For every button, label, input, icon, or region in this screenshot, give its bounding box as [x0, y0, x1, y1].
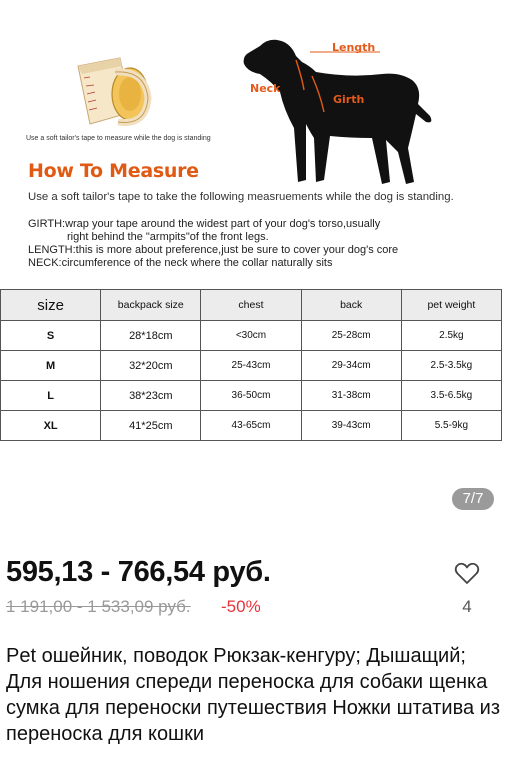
table-row — [1, 381, 502, 411]
discount-badge: -50% — [221, 597, 261, 616]
how-to-measure-title: How To Measure — [28, 160, 199, 182]
table-cell: 31-38cm — [301, 381, 401, 411]
table-row — [1, 351, 502, 381]
table-row — [1, 321, 502, 351]
table-header: back — [301, 290, 401, 321]
table-cell: M — [1, 351, 101, 381]
table-header: chest — [201, 290, 301, 321]
dog-neck-label: Neck — [250, 82, 281, 95]
dog-length-label: Length — [332, 41, 376, 54]
table-cell: 5.5-9kg — [401, 411, 501, 441]
table-row — [1, 411, 502, 441]
table-cell: 38*23cm — [101, 381, 201, 411]
dog-girth-label: Girth — [333, 93, 365, 106]
table-cell: XL — [1, 411, 101, 441]
table-cell: 41*25cm — [101, 411, 201, 441]
table-header: size — [1, 290, 101, 321]
product-title: Pet ошейник, поводок Рюкзак-кенгуру; Дышащий; Для ношения спереди переноска для собаки щенка сумка для переноски путешествия Ножки штатива из переноска для кошки — [6, 645, 500, 745]
table-cell: 43-65cm — [201, 411, 301, 441]
table-cell: <30cm — [201, 321, 301, 351]
neck-instruction: NECK:circumference of the neck where the collar naturally sits — [28, 257, 333, 269]
table-cell: 2.5-3.5kg — [401, 351, 501, 381]
girth-instruction: GIRTH:wrap your tape around the widest part of your dog's torso,usually — [28, 218, 381, 230]
table-cell: 28*18cm — [101, 321, 201, 351]
tape-measure-image — [60, 52, 165, 137]
table-cell: 25-43cm — [201, 351, 301, 381]
wishlist-count: 4 — [462, 597, 472, 616]
table-header: pet weight — [401, 290, 501, 321]
table-header-row — [1, 290, 502, 321]
old-price-range: 1 191,00 - 1 533,09 руб. — [6, 597, 191, 616]
table-cell: 25-28cm — [301, 321, 401, 351]
table-cell: 32*20cm — [101, 351, 201, 381]
size-table — [0, 289, 502, 441]
wishlist-button[interactable] — [450, 560, 484, 620]
girth-instruction-cont: right behind the "armpits"of the front legs. — [67, 231, 269, 243]
table-cell: L — [1, 381, 101, 411]
measure-intro: Use a soft tailor's tape to take the following measruements while the dog is standing. — [28, 191, 454, 203]
price-range: 595,13 - 766,54 руб. — [6, 556, 271, 588]
table-cell: 2.5kg — [401, 321, 501, 351]
tape-caption: Use a soft tailor's tape to measure while the dog is standing — [26, 135, 211, 142]
length-instruction: LENGTH:this is more about preference,just be sure to cover your dog's core — [28, 244, 399, 256]
table-cell: S — [1, 321, 101, 351]
image-counter-badge: 7/7 — [452, 488, 494, 510]
dog-silhouette-image — [240, 32, 452, 202]
table-header: backpack size — [101, 290, 201, 321]
table-cell: 36-50cm — [201, 381, 301, 411]
heart-icon — [454, 562, 480, 586]
table-cell: 39-43cm — [301, 411, 401, 441]
table-cell: 29-34cm — [301, 351, 401, 381]
table-cell: 3.5-6.5kg — [401, 381, 501, 411]
